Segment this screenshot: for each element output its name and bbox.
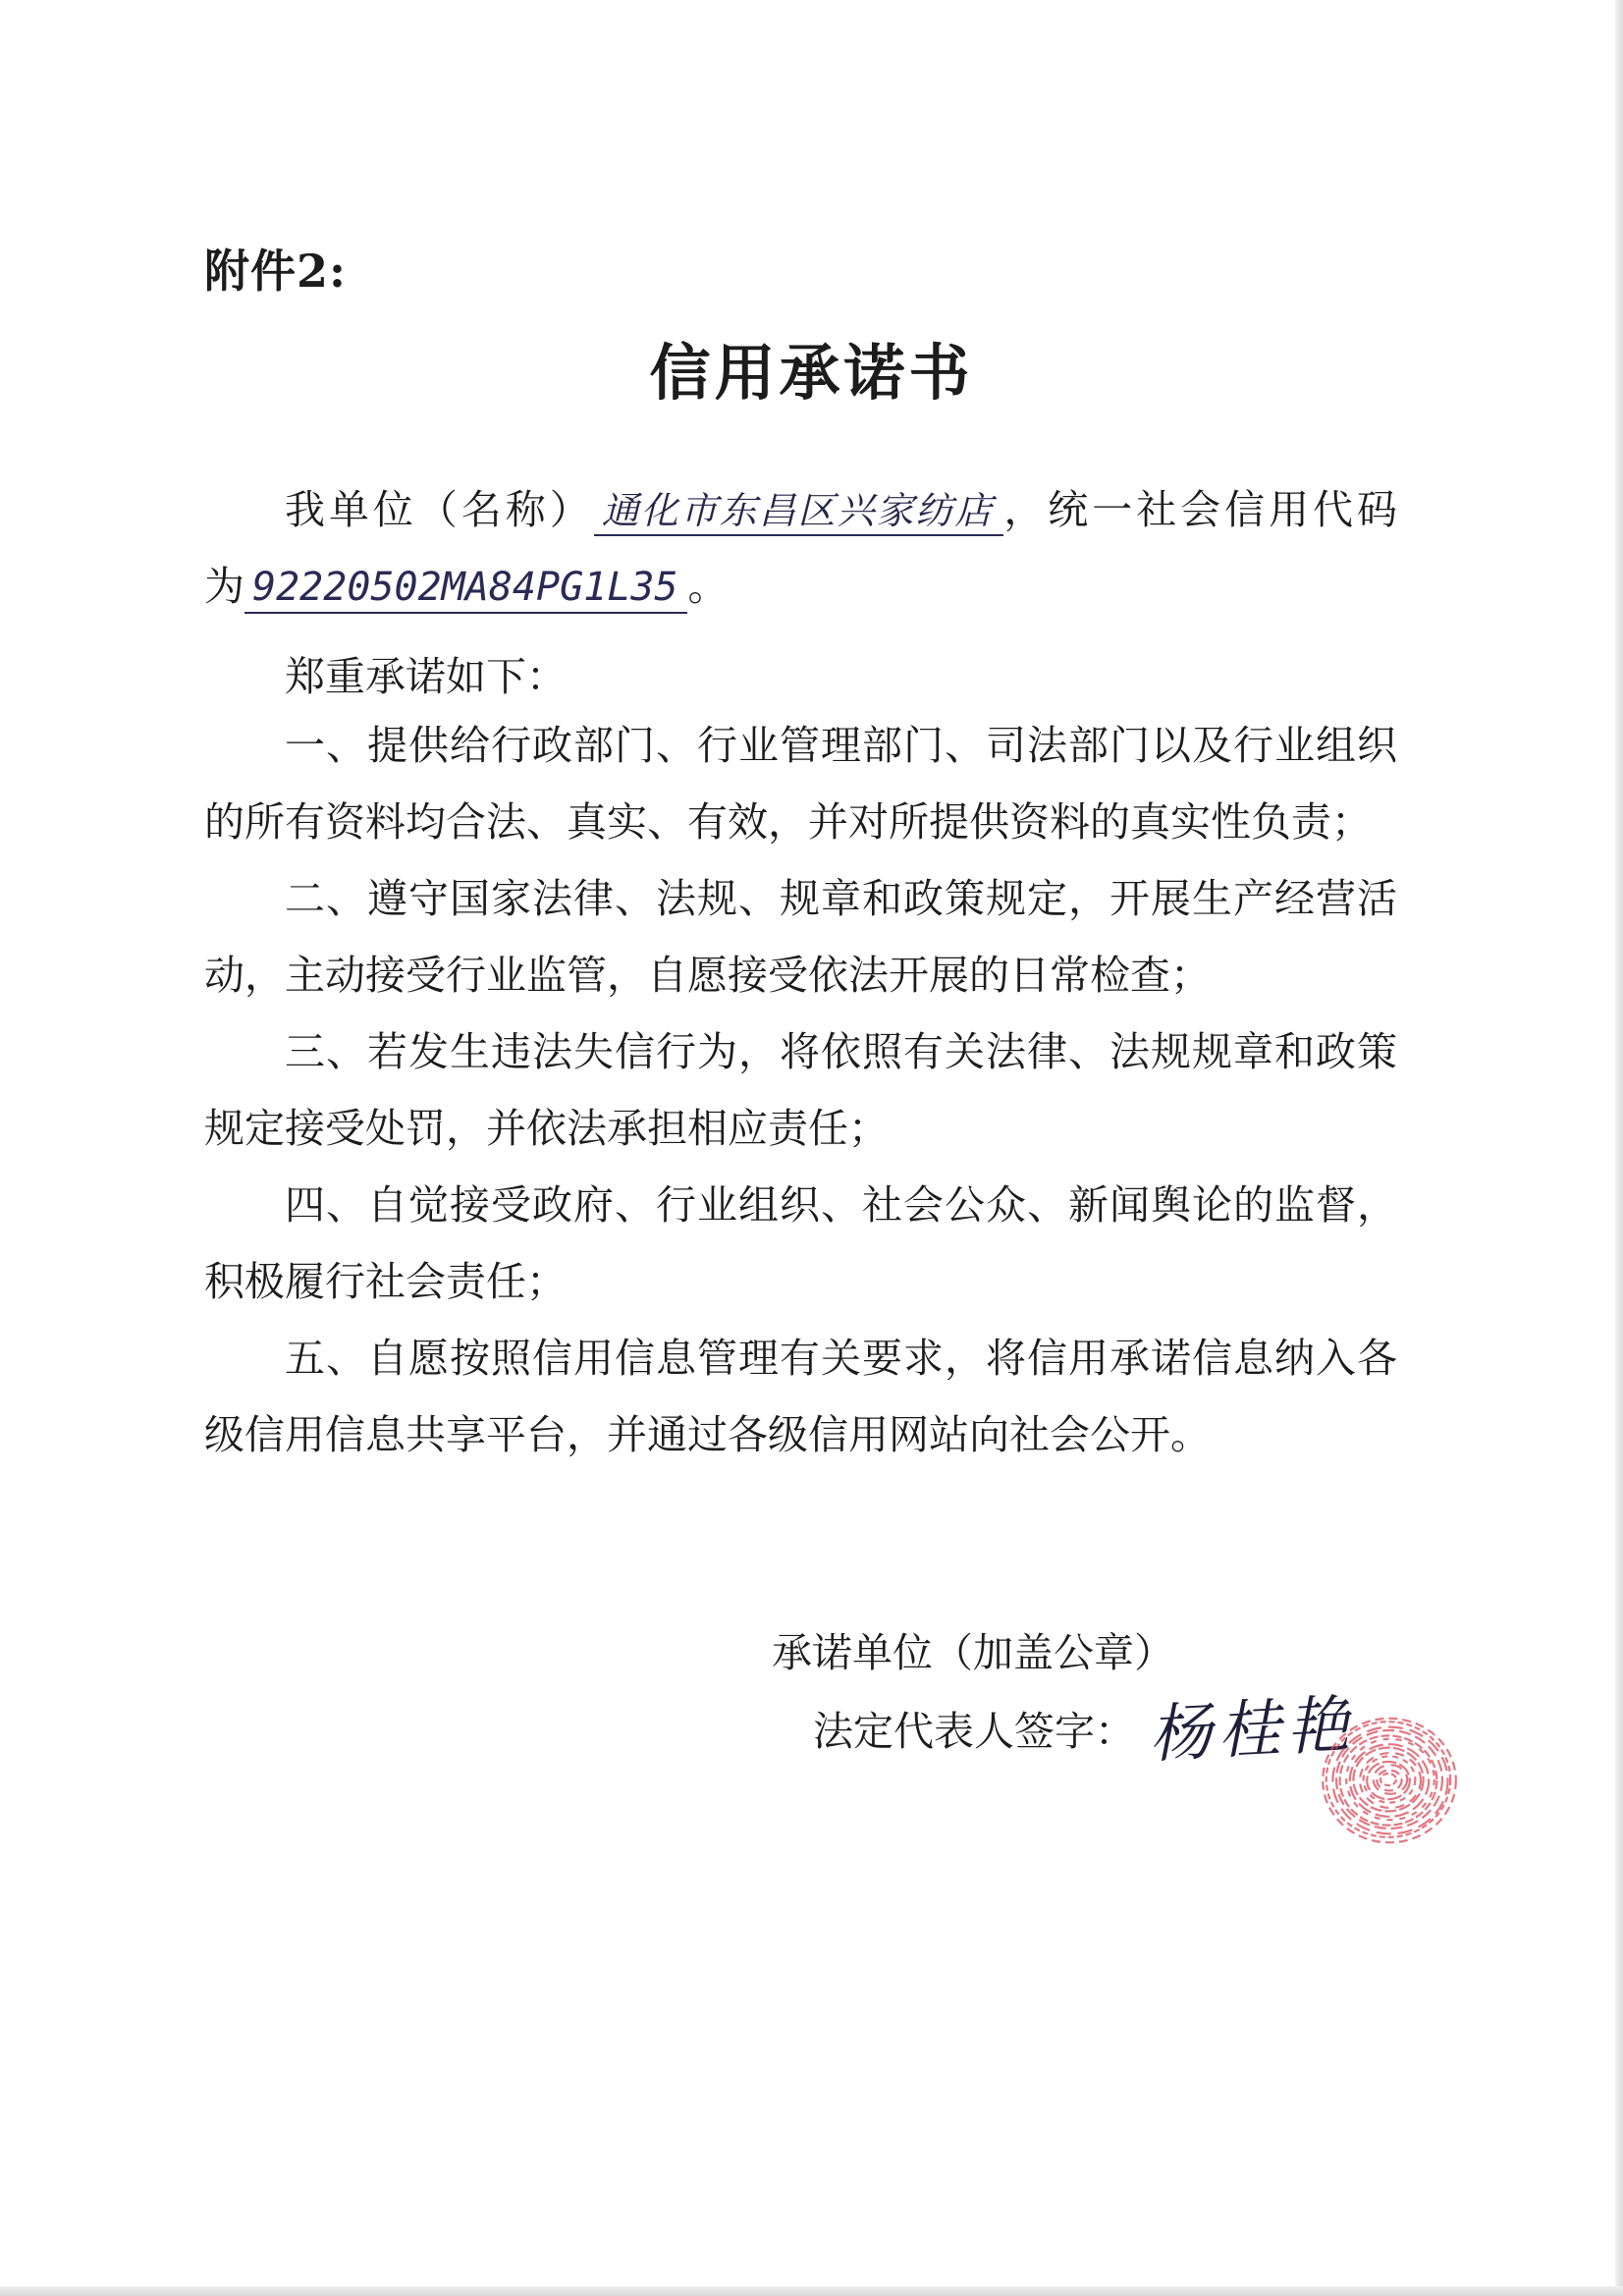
legal-representative-label: 法定代表人签字： [813,1708,1135,1755]
commitment-list [204,707,1397,1473]
intro-paragraph [204,471,1397,625]
credit-code-handwritten: 92220502MA84PG1L35 [244,565,687,614]
fingerprint-ridge [1350,1744,1429,1817]
code-prefix: 为 [204,563,244,610]
code-suffix: 。 [687,563,729,610]
commitment-1-line-2: 的所有资料均合法、真实、有效，并对所提供资料的真实性负责； [204,798,1372,846]
commit-heading: 郑重承诺如下： [285,653,567,700]
commitment-1-line-1: 一、提供给行政部门、行业管理部门、司法部门以及行业组织 [285,722,1397,769]
handwritten-signature: 杨桂艳 [1147,1688,1358,1773]
intro-line-1 [204,471,1397,548]
attachment-label: 附件2: [204,245,347,298]
committing-unit-label: 承诺单位（加盖公章） [772,1629,1174,1676]
intro-middle: ，统一社会信用代码 [1003,486,1398,533]
fingerprint-ridge [1380,1774,1396,1785]
commitment-2-line-2: 动，主动接受行业监管，自愿接受依法开展的日常检查； [204,952,1211,999]
intro-prefix: 我单位（名称） [285,486,594,533]
commitment-5-line-1: 五、自愿按照信用信息管理有关要求，将信用承诺信息纳入各 [285,1335,1397,1382]
document-title: 信用承诺书 [649,337,974,409]
commitment-4-line-2: 积极履行社会责任； [204,1258,567,1305]
commitment-4-line-1: 四、自觉接受政府、行业组织、社会公众、新闻舆论的监督， [285,1181,1397,1229]
commitment-3-line-2: 规定接受处罚，并依法承担相应责任； [204,1105,889,1152]
commitment-2-line-1: 二、遵守国家法律、法规、规章和政策规定，开展生产经营活 [285,875,1397,922]
commitment-3-line-1: 三、若发生违法失信行为，将依照有关法律、法规规章和政策 [285,1028,1397,1075]
unit-name-handwritten: 通化市东昌区兴家纺店 [594,489,1004,536]
page-edge-bottom [0,2286,1623,2296]
fingerprint-seal [1316,1709,1463,1851]
commitment-5-line-2: 级信用信息共享平台，并通过各级信用网站向社会公开。 [204,1411,1211,1458]
commit-heading-block [204,638,1397,715]
intro-line-2 [204,548,1397,625]
